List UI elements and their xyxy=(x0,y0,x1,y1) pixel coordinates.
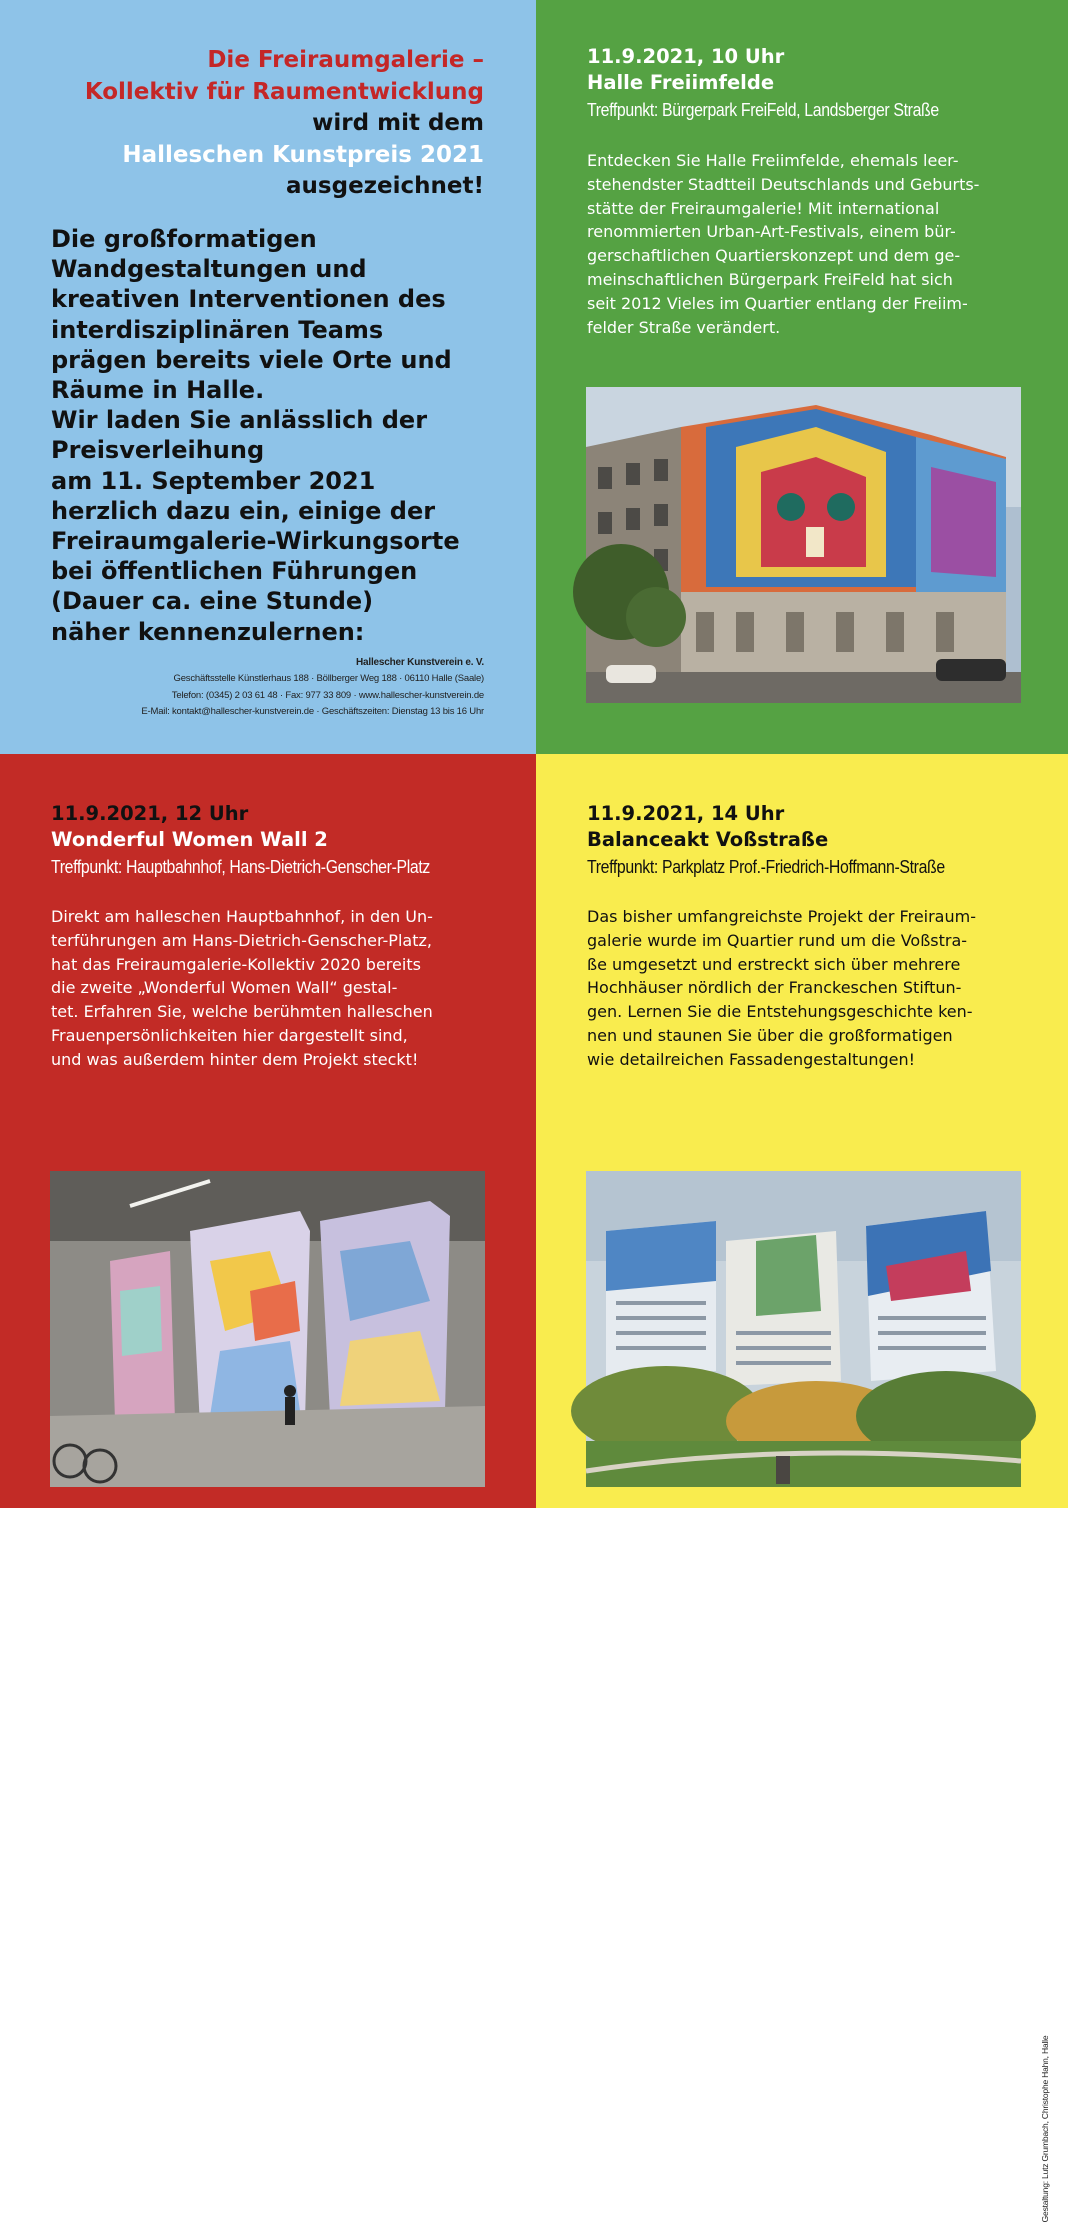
description-line: seit 2012 Vieles im Quartier entlang der Freiim- xyxy=(587,293,968,313)
intro-line: bei öffentlichen Führungen xyxy=(51,557,418,586)
intro-line: Wandgestaltungen und xyxy=(51,255,367,284)
description-line: stätte der Freiraumgalerie! Mit international xyxy=(587,198,940,218)
organizer-contact: Telefon: (0345) 2 03 61 48 · Fax: 977 33 809 · www.hallescher-kunstverein.de xyxy=(171,689,484,701)
intro-line: prägen bereits viele Orte und xyxy=(51,345,452,374)
organizer-address: Geschäftsstelle Künstlerhaus 188 · Böllberger Weg 188 · 06110 Halle (Saale) xyxy=(173,673,484,685)
description-line: und was außerdem hinter dem Projekt steckt! xyxy=(51,1049,419,1069)
intro-paragraph xyxy=(51,224,521,405)
description-line: tet. Erfahren Sie, welche berühmten halleschen xyxy=(51,1002,433,1022)
event-title: Wonderful Women Wall 2 xyxy=(51,828,328,851)
description-line: Hochhäuser nördlich der Franckeschen Stiftun- xyxy=(587,978,962,998)
intro-line: (Dauer ca. eine Stunde) xyxy=(51,587,374,616)
organizer-hours: E-Mail: kontakt@hallescher-kunstverein.de · Geschäftszeiten: Dienstag 13 bis 16 Uhr xyxy=(141,705,484,717)
description-line: nen und staunen Sie über die großformatigen xyxy=(587,1025,953,1045)
intro-line: interdisziplinären Teams xyxy=(51,315,384,344)
event-description xyxy=(587,149,1021,339)
event-date: 11.9.2021, 14 Uhr xyxy=(587,802,785,825)
description-line: Frauenpersönlichkeiten hier dargestellt sind, xyxy=(51,1025,408,1045)
intro-line: Räume in Halle. xyxy=(51,376,265,405)
intro-line: Die großformatigen xyxy=(51,225,317,253)
event-meeting-point: Treffpunkt: Hauptbahnhof, Hans-Dietrich-Genscher-Platz xyxy=(51,857,430,877)
event-panel-women-wall xyxy=(0,754,536,1508)
intro-line: kreativen Interventionen des xyxy=(51,285,446,314)
description-line: renommierten Urban-Art-Festivals, einem bür- xyxy=(587,222,956,242)
intro-text xyxy=(51,224,521,647)
headline-line: ausgezeichnet! xyxy=(286,173,484,199)
description-line: hat das Freiraumgalerie-Kollektiv 2020 bereits xyxy=(51,954,421,974)
event-date: 11.9.2021, 10 Uhr xyxy=(587,45,785,68)
photo-underpass-pillars xyxy=(50,1171,485,1487)
intro-paragraph xyxy=(51,405,521,647)
event-date: 11.9.2021, 12 Uhr xyxy=(51,802,249,825)
description-line: gerschaftlichen Quartierskonzept und dem ge- xyxy=(587,246,961,266)
event-panel-vossstrasse xyxy=(536,754,1068,2222)
design-credit xyxy=(1038,2035,1052,2222)
description-line: die zweite „Wonderful Women Wall“ gestal- xyxy=(51,978,398,998)
description-line: Das bisher umfangreichste Projekt der Freiraum- xyxy=(587,907,976,926)
intro-line: am 11. September 2021 xyxy=(51,466,376,495)
intro-line: Preisverleihung xyxy=(51,436,265,465)
intro-line: näher kennenzulernen: xyxy=(51,617,365,646)
intro-line: herzlich dazu ein, einige der xyxy=(51,496,436,525)
event-title: Balanceakt Voßstraße xyxy=(587,828,829,851)
headline-line: Kollektiv für Raumentwicklung xyxy=(84,78,484,105)
event-meeting-point: Treffpunkt: Parkplatz Prof.-Friedrich-Hoffmann-Straße xyxy=(587,857,945,877)
intro-line: Freiraumgalerie-Wirkungsorte xyxy=(51,527,460,556)
organizer-block xyxy=(141,655,484,720)
event-description xyxy=(51,905,485,1072)
description-line: stehendster Stadtteil Deutschlands und Geburts- xyxy=(587,174,980,194)
description-line: ße umgesetzt und erstreckt sich über mehrere xyxy=(587,954,961,974)
description-line: galerie wurde im Quartier rund um die Voßstra- xyxy=(587,930,968,950)
description-line: meinschaftlichen Bürgerpark FreiFeld hat sich xyxy=(587,269,953,289)
description-line: terführungen am Hans-Dietrich-Genscher-Platz, xyxy=(51,930,432,950)
description-line: felder Straße verändert. xyxy=(587,317,781,337)
description-line: Entdecken Sie Halle Freiimfelde, ehemals leer- xyxy=(587,151,959,170)
photo-mural-building xyxy=(586,387,1021,703)
design-credit-text: Gestaltung: Lutz Grumbach, Christophe Hahn, Halle xyxy=(1040,2035,1050,2222)
headline-line: wird mit dem xyxy=(312,110,484,136)
headline xyxy=(85,45,484,203)
headline-line: Die Freiraumgalerie – xyxy=(207,47,484,73)
organizer-name: Hallescher Kunstverein e. V. xyxy=(356,657,484,668)
description-line: Direkt am halleschen Hauptbahnhof, in den Un- xyxy=(51,907,433,926)
headline-line: Halleschen Kunstpreis 2021 xyxy=(122,141,484,168)
description-line: wie detailreichen Fassadengestaltungen! xyxy=(587,1049,916,1069)
photo-highrise-murals xyxy=(586,1171,1021,1487)
event-meeting-point: Treffpunkt: Bürgerpark FreiFeld, Landsberger Straße xyxy=(587,100,939,120)
event-description xyxy=(587,905,1021,1072)
intro-panel xyxy=(0,0,536,754)
intro-line: Wir laden Sie anlässlich der xyxy=(51,406,428,435)
description-line: gen. Lernen Sie die Entstehungsgeschichte ken- xyxy=(587,1002,973,1022)
event-panel-freiimfelde xyxy=(536,0,1068,754)
event-title: Halle Freiimfelde xyxy=(587,71,775,94)
